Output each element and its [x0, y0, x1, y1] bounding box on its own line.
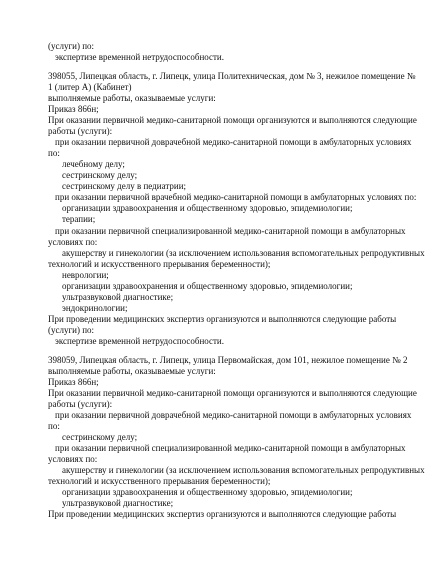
document-line: При оказании первичной медико-санитарной помощи организуются и выполняются следующие	[48, 388, 417, 398]
document-line: 398059, Липецкая область, г. Липецк, улица Первомайская, дом 101, нежилое помещение № 2	[48, 355, 408, 365]
document-line: эндокринологии;	[62, 303, 128, 313]
document-line: сестринскому делу в педиатрии;	[62, 181, 187, 191]
document-line: 398055, Липецкая область, г. Липецк, улица Политехническая, дом № 3, нежилое помещение №	[48, 71, 416, 81]
document-line: Приказ 866н;	[48, 377, 99, 387]
document-line: При проведении медицинских экспертиз организуются и выполняются следующие работы	[48, 314, 397, 324]
document-line: при оказании первичной доврачебной медико-санитарной помощи в амбулаторных условиях	[55, 137, 412, 147]
document-line: организации здравоохранения и общественному здоровью, эпидемиологии;	[62, 281, 353, 291]
document-line: сестринскому делу;	[62, 170, 138, 180]
document-line: при оказании первичной специализированной медико-санитарной помощи в амбулаторных	[55, 443, 406, 453]
document-line: экспертизе временной нетрудоспособности.	[55, 336, 224, 346]
document-line: лечебному делу;	[62, 159, 125, 169]
document-line: организации здравоохранения и общественному здоровью, эпидемиологии;	[62, 203, 353, 213]
document-line: При проведении медицинских экспертиз организуются и выполняются следующие работы	[48, 509, 397, 519]
document-line: выполняемые работы, оказываемые услуги:	[48, 366, 216, 376]
document-line: акушерству и гинекологии (за исключением использования вспомогательных репродуктивных	[62, 465, 425, 475]
document-line: при оказании первичной врачебной медико-санитарной помощи в амбулаторных условиях по:	[55, 192, 417, 202]
document-line: технологий и искусственного прерывания беременности);	[48, 476, 271, 486]
document-line: работы (услуги):	[48, 126, 113, 136]
document-line: при оказании первичной специализированной медико-санитарной помощи в амбулаторных	[55, 226, 406, 236]
document-line: сестринскому делу;	[62, 432, 138, 442]
document-line: работы (услуги):	[48, 399, 113, 409]
document-line: по:	[48, 148, 60, 158]
document-line: 1 (литер А) (Кабинет)	[48, 82, 132, 92]
document-line: при оказании первичной доврачебной медико-санитарной помощи в амбулаторных условиях	[55, 410, 412, 420]
document-line: (услуги) по:	[48, 41, 95, 51]
document-line: экспертизе временной нетрудоспособности.	[55, 52, 224, 62]
document-line: по:	[48, 421, 60, 431]
document-line: технологий и искусственного прерывания беременности);	[48, 259, 271, 269]
document-line: условиях по:	[48, 454, 98, 464]
document-line: Приказ 866н;	[48, 104, 99, 114]
document-line: ультразвуковой диагностике;	[62, 292, 174, 302]
document-line: организации здравоохранения и общественному здоровью, эпидемиологии;	[62, 487, 353, 497]
document-line: акушерству и гинекологии (за исключением использования вспомогательных репродуктивных	[62, 248, 425, 258]
document-line: (услуги) по:	[48, 325, 95, 335]
document-line: неврологии;	[62, 270, 109, 280]
document-line: ультразвуковой диагностике;	[62, 498, 174, 508]
document-line: При оказании первичной медико-санитарной помощи организуются и выполняются следующие	[48, 115, 417, 125]
document-line: выполняемые работы, оказываемые услуги:	[48, 93, 216, 103]
document-line: условиях по:	[48, 237, 98, 247]
document-line: терапии;	[62, 214, 96, 224]
